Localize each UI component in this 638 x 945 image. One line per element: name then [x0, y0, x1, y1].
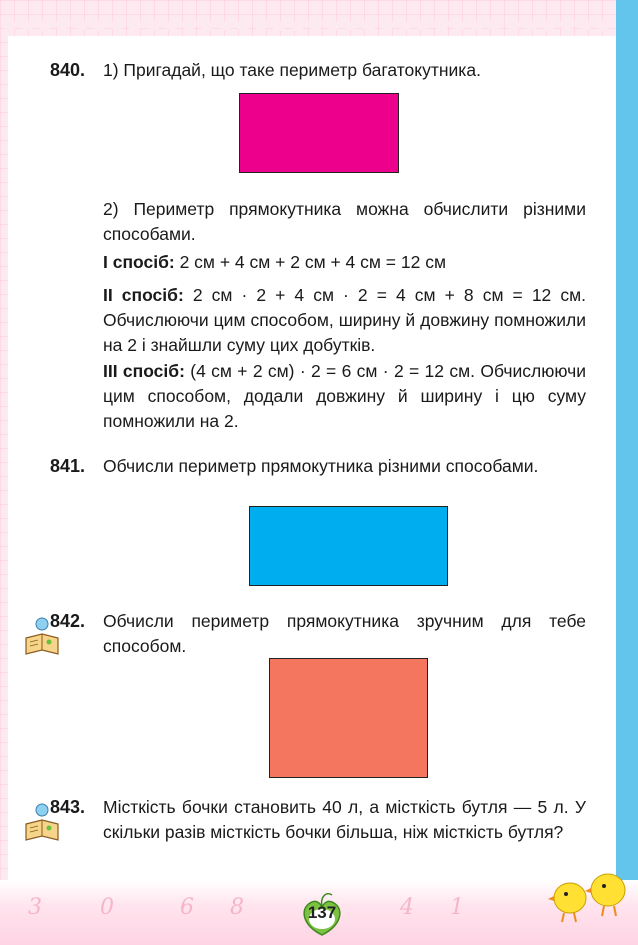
- task-841-number: 841.: [50, 456, 86, 476]
- task-843-text: Місткість бочки становить 40 л, а місткість бутля — 5 л. У скільки разів місткість бочки більша, ніж місткість бутля?: [103, 797, 586, 842]
- task-840-method1: [103, 250, 586, 275]
- method2-label: II спосіб:: [103, 285, 184, 305]
- page-number: 137: [307, 903, 337, 922]
- chicks-illustration: [548, 866, 634, 926]
- task-840-line1: 1) Пригадай, що таке периметр багатокутника.: [103, 60, 481, 80]
- decor-digit: 3: [28, 895, 42, 920]
- blue-rectangle: [249, 506, 448, 586]
- method1-text: 2 см + 4 см + 2 см + 4 см = 12 см: [174, 252, 446, 272]
- method3-text: (4 см + 2 см) · 2 = 6 см · 2 = 12 см. Обчислюючи цим способом, додали довжину й ширину і цю суму помножили на 2.: [103, 361, 586, 431]
- method2-text: 2 см · 2 + 4 см · 2 = 4 см + 8 см = 12 см. Обчислюючи цим способом, ширину й довжину помножили на 2 і знайшли суму цих добутків.: [103, 285, 586, 355]
- right-border-strip: [616, 0, 638, 945]
- decor-digit: 4: [400, 895, 414, 920]
- method1-label: I спосіб:: [103, 252, 175, 272]
- task-841-text: Обчисли периметр прямокутника різними способами.: [103, 456, 539, 476]
- task-843-number: 843.: [50, 797, 86, 817]
- decor-digit: 8: [230, 895, 244, 920]
- task-842-text: Обчисли периметр прямокутника зручним для тебе способом.: [103, 611, 586, 656]
- task-842-number: 842.: [50, 611, 86, 631]
- task-840-method3: [103, 359, 586, 434]
- decor-digit: 1: [450, 895, 464, 920]
- salmon-rectangle: [269, 658, 428, 778]
- task-840-method2: [103, 283, 586, 358]
- decor-digit: 6: [180, 895, 194, 920]
- page-number-badge: [296, 893, 348, 937]
- task-840-part2: 2) Периметр прямокутника можна обчислити різними способами.: [103, 199, 586, 244]
- task-840-number: 840.: [50, 60, 86, 80]
- magenta-rectangle: [239, 93, 399, 173]
- decor-digit: 0: [100, 895, 114, 920]
- method3-label: III спосіб:: [103, 361, 185, 381]
